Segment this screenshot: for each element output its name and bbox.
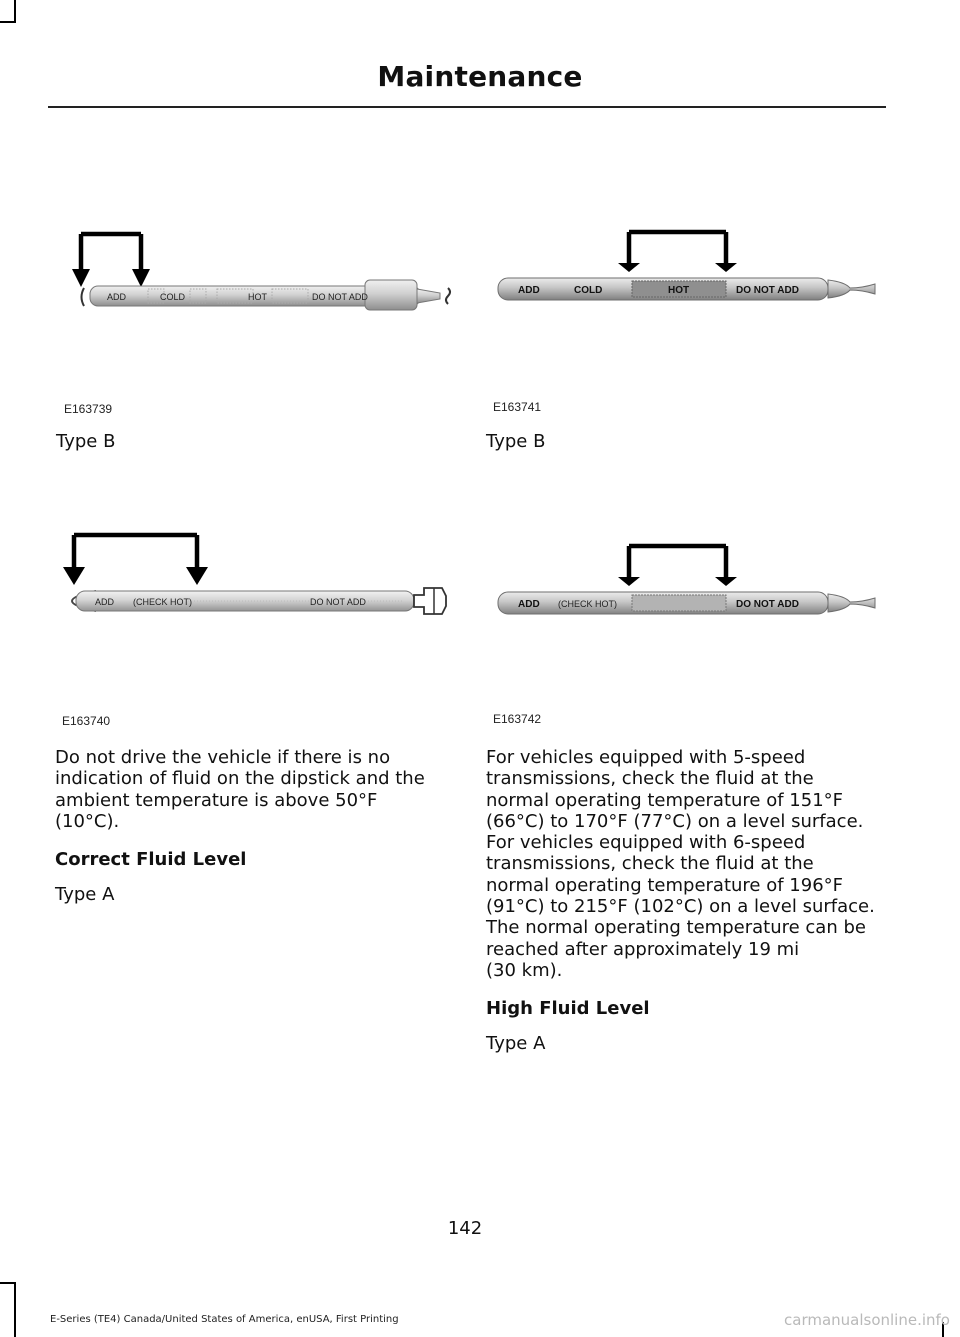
arrow-down-icon bbox=[186, 567, 208, 585]
label-hot: HOT bbox=[668, 285, 690, 296]
range-bracket bbox=[74, 535, 197, 568]
dipstick-illustration bbox=[60, 228, 460, 328]
watermark: carmanualsonline.info bbox=[784, 1311, 950, 1329]
page-number: 142 bbox=[447, 1218, 483, 1239]
label-hot: HOT bbox=[248, 292, 267, 302]
label-add: ADD bbox=[107, 292, 127, 302]
subheading: Type A bbox=[55, 884, 115, 905]
text-line: The normal operating temperature can be bbox=[486, 917, 866, 939]
warning-paragraph bbox=[55, 747, 455, 832]
dipstick-illustration bbox=[58, 530, 458, 630]
text-line: indication of fluid on the dipstick and the bbox=[55, 768, 425, 790]
text-line: normal operating temperature of 151°F bbox=[486, 789, 843, 811]
text-line: transmissions, check the fluid at the bbox=[486, 853, 814, 875]
tip-curve bbox=[82, 288, 85, 306]
label-add: ADD bbox=[518, 599, 540, 610]
text-line: (91°C) to 215°F (102°C) on a level surface. bbox=[486, 896, 875, 918]
dipstick-figure-e163739 bbox=[60, 228, 460, 328]
crop-mark bbox=[0, 21, 16, 23]
dipstick-handle bbox=[417, 289, 440, 303]
crop-mark bbox=[14, 1282, 16, 1337]
dipstick-figure-e163741 bbox=[490, 224, 890, 324]
page-title: Maintenance bbox=[377, 60, 583, 93]
text-line: transmissions, check the fluid at the bbox=[486, 768, 814, 790]
dipstick-figure-e163740 bbox=[58, 530, 458, 630]
figure-code: E163740 bbox=[62, 714, 111, 728]
title-rule bbox=[48, 106, 886, 108]
arrow-down-icon bbox=[715, 263, 737, 272]
text-line: ambient temperature is above 50°F bbox=[55, 789, 378, 811]
label-check-hot: (CHECK HOT) bbox=[133, 597, 192, 607]
range-bracket bbox=[629, 546, 726, 578]
label-check-hot: (CHECK HOT) bbox=[558, 599, 617, 609]
section-heading: High Fluid Level bbox=[486, 998, 650, 1019]
temperature-paragraph bbox=[486, 747, 896, 981]
label-do-not-add: DO NOT ADD bbox=[310, 597, 366, 607]
text-line: (10°C). bbox=[55, 810, 120, 832]
label-do-not-add: DO NOT ADD bbox=[736, 599, 799, 610]
label-add: ADD bbox=[518, 285, 540, 296]
dipstick-illustration bbox=[490, 538, 890, 638]
arrow-down-icon bbox=[618, 263, 640, 272]
figure-code: E163741 bbox=[493, 400, 542, 414]
arrow-down-icon bbox=[72, 269, 90, 287]
dipstick-handle bbox=[828, 594, 875, 612]
text-line: reached after approximately 19 mi bbox=[486, 938, 800, 960]
arrow-down-icon bbox=[63, 567, 85, 585]
figure-caption: Type B bbox=[56, 431, 116, 452]
subheading: Type A bbox=[486, 1033, 546, 1054]
text-line: For vehicles equipped with 6-speed bbox=[486, 832, 806, 854]
dipstick-collar bbox=[365, 280, 417, 310]
hatch-zone bbox=[632, 595, 726, 611]
dipstick-handle bbox=[828, 280, 875, 298]
dipstick-figure-e163742 bbox=[490, 538, 890, 638]
text-line: normal operating temperature of 196°F bbox=[486, 874, 843, 896]
dipstick-handle bbox=[414, 588, 446, 614]
text-line: (30 km). bbox=[486, 959, 563, 981]
edition-footer: E-Series (TE4) Canada/United States of America, enUSA, First Printing bbox=[50, 1314, 399, 1325]
label-cold: COLD bbox=[160, 292, 186, 302]
label-do-not-add: DO NOT ADD bbox=[312, 292, 368, 302]
dipstick-illustration bbox=[490, 224, 890, 324]
section-heading: Correct Fluid Level bbox=[55, 849, 247, 870]
label-do-not-add: DO NOT ADD bbox=[736, 285, 799, 296]
text-line: For vehicles equipped with 5-speed bbox=[486, 747, 806, 768]
label-add: ADD bbox=[95, 597, 115, 607]
label-cold: COLD bbox=[574, 285, 603, 296]
figure-caption: Type B bbox=[486, 431, 546, 452]
arrow-down-icon bbox=[715, 577, 737, 586]
arrow-down-icon bbox=[618, 577, 640, 586]
text-line: (66°C) to 170°F (77°C) on a level surface. bbox=[486, 810, 864, 832]
figure-code: E163739 bbox=[64, 402, 113, 416]
arrow-down-icon bbox=[132, 269, 150, 287]
crop-mark bbox=[14, 0, 16, 22]
text-line: Do not drive the vehicle if there is no bbox=[55, 747, 391, 768]
figure-code: E163742 bbox=[493, 712, 542, 726]
range-bracket bbox=[81, 234, 141, 270]
handle-loop bbox=[446, 288, 450, 304]
crop-mark bbox=[0, 1282, 16, 1284]
range-bracket bbox=[629, 232, 726, 264]
